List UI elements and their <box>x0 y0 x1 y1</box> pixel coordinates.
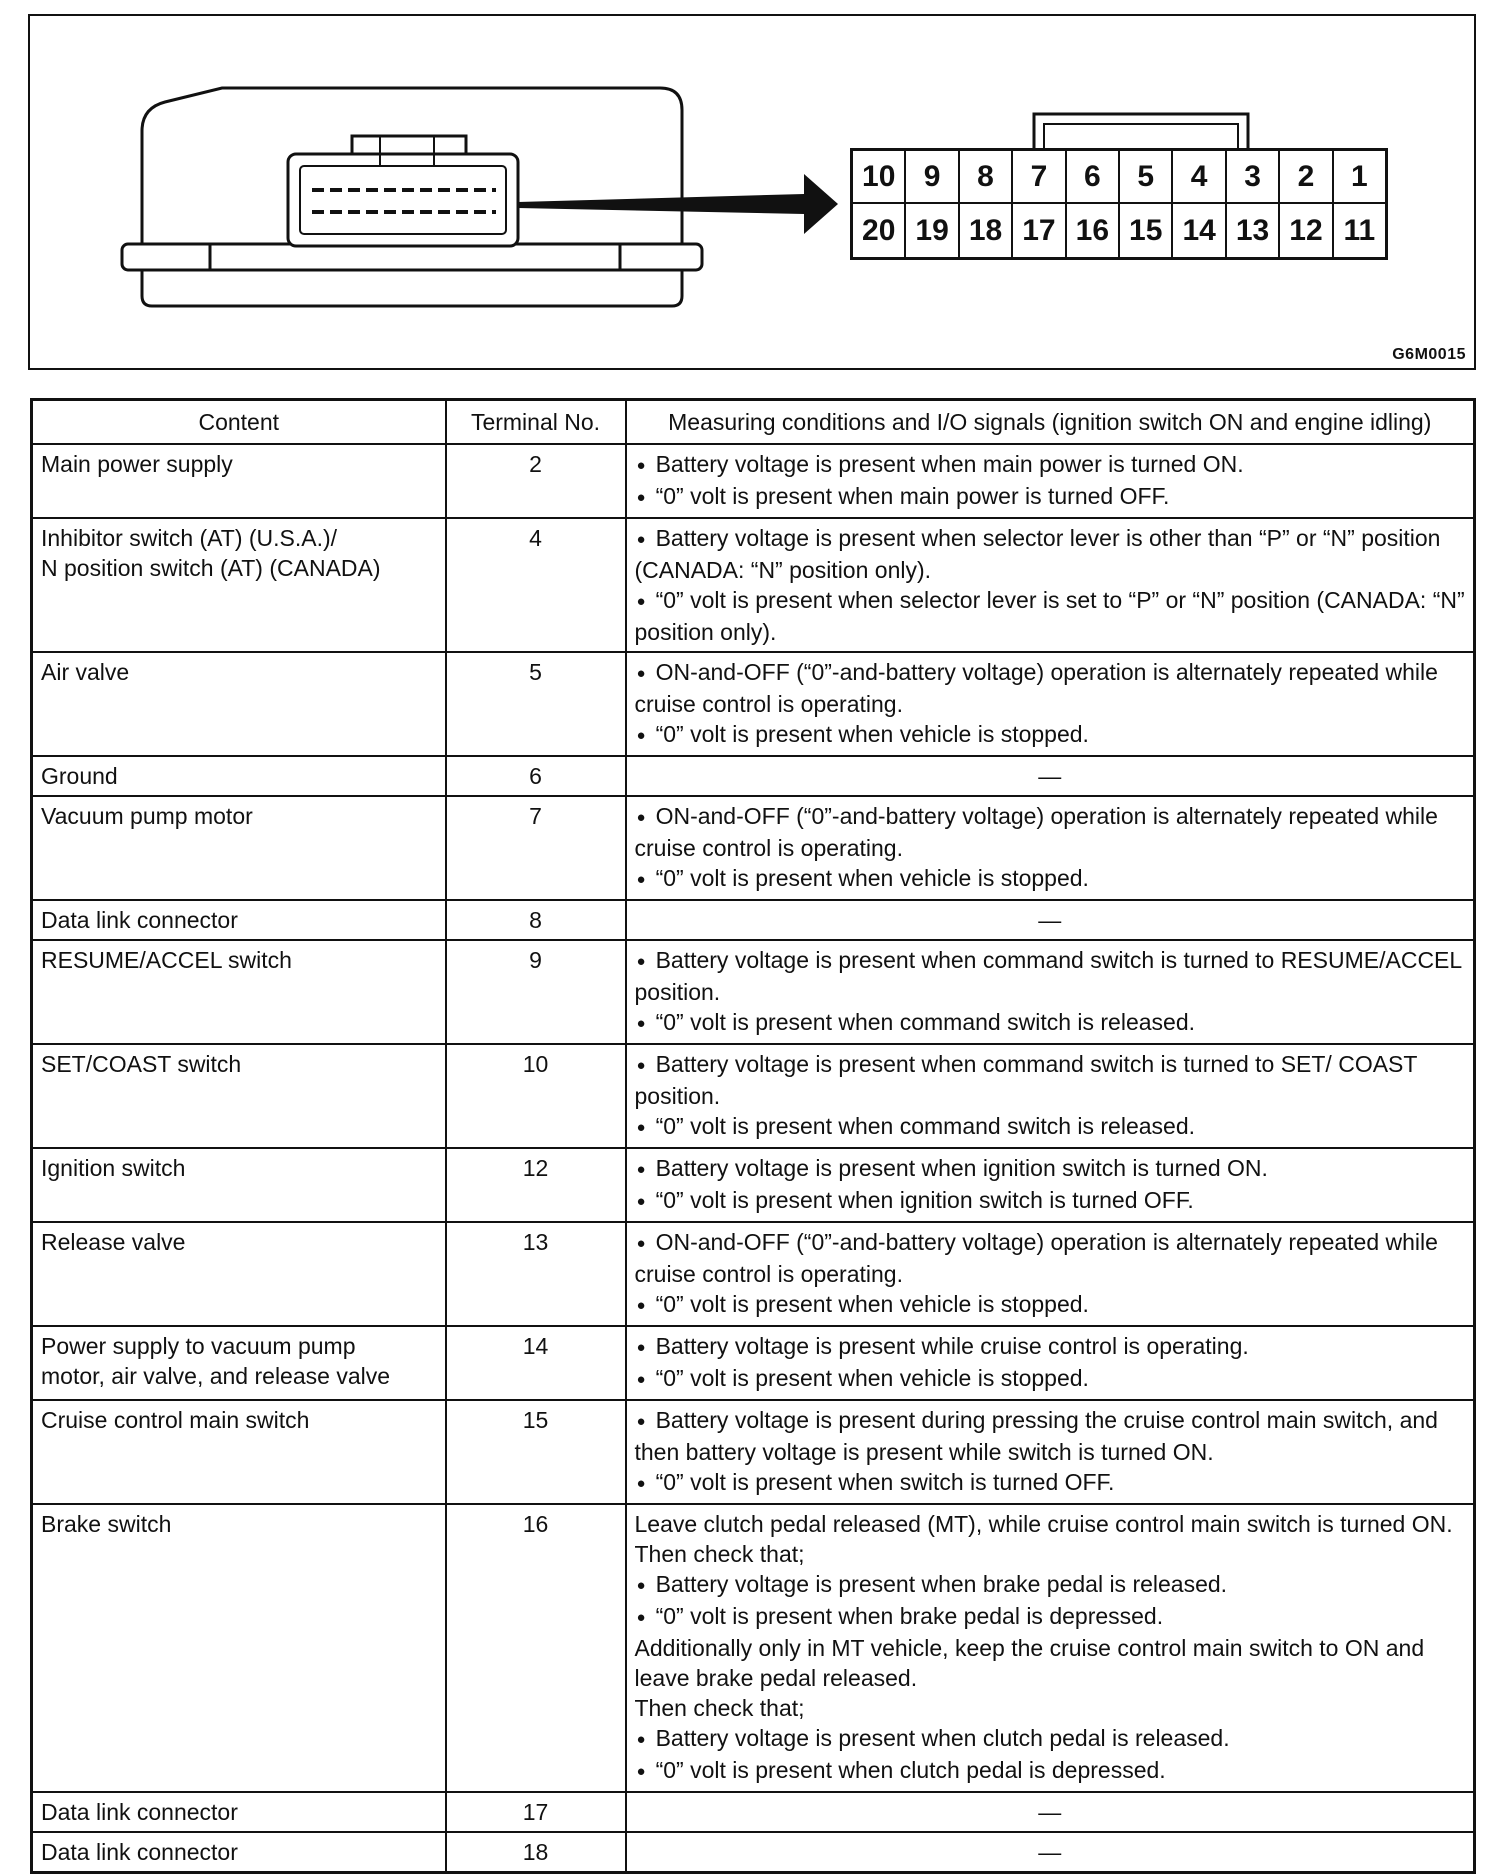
condition-bullet: ● “0” volt is present when vehicle is stopped. <box>635 1289 1466 1321</box>
pin-row-bottom <box>853 204 1385 257</box>
content-text: RESUME/ACCEL switch <box>41 947 292 973</box>
content-text: Release valve <box>41 1229 186 1255</box>
condition-bullet: ● “0” volt is present when ignition switch is turned OFF. <box>635 1185 1466 1217</box>
content-text: Ignition switch <box>41 1155 186 1181</box>
cell-terminal: 17 <box>446 1792 626 1832</box>
cell-conditions <box>626 1044 1475 1148</box>
connector-figure <box>28 14 1476 370</box>
pin-label: 16 <box>1067 204 1120 257</box>
condition-bullet: ● “0” volt is present when selector lever is set to “P” or “N” position (CANADA: “N” position only). <box>635 585 1466 647</box>
condition-bullet: ● Battery voltage is present when selector lever is other than “P” or “N” position (CANADA: “N” position only). <box>635 523 1466 585</box>
condition-text: Then check that; <box>634 1695 805 1721</box>
condition-text: Then check that; <box>634 1541 805 1567</box>
pin-label: 15 <box>1120 204 1173 257</box>
pin-label: 10 <box>853 151 906 204</box>
cell-content <box>32 1148 446 1222</box>
module-base <box>142 270 682 306</box>
pin-label: 9 <box>906 151 959 204</box>
cell-conditions <box>626 1400 1475 1504</box>
table-row <box>32 940 1475 1044</box>
cell-terminal: 16 <box>446 1504 626 1792</box>
condition-bullet: ● “0” volt is present when clutch pedal is depressed. <box>635 1755 1466 1787</box>
cell-conditions: — <box>626 756 1475 796</box>
pin-label: 3 <box>1227 151 1280 204</box>
content-text: Main power supply <box>41 451 233 477</box>
cell-terminal: 15 <box>446 1400 626 1504</box>
header-content: Content <box>32 400 446 445</box>
pin-label: 1 <box>1334 151 1385 204</box>
cell-terminal: 10 <box>446 1044 626 1148</box>
cell-conditions <box>626 1504 1475 1792</box>
cell-conditions: — <box>626 1832 1475 1873</box>
condition-bullet: ● ON-and-OFF (“0”-and-battery voltage) operation is alternately repeated while cruise control is operating. <box>635 657 1466 719</box>
cell-content <box>32 518 446 652</box>
cell-conditions <box>626 444 1475 518</box>
condition-bullet: ● Battery voltage is present when command switch is turned to RESUME/ACCEL position. <box>635 945 1466 1007</box>
pin-label: 4 <box>1173 151 1226 204</box>
pin-label: 6 <box>1067 151 1120 204</box>
pin-label: 5 <box>1120 151 1173 204</box>
header-conditions: Measuring conditions and I/O signals (ignition switch ON and engine idling) <box>626 400 1475 445</box>
cell-terminal: 5 <box>446 652 626 756</box>
content-text: Cruise control main switch <box>41 1407 310 1433</box>
cell-terminal: 4 <box>446 518 626 652</box>
header-terminal: Terminal No. <box>446 400 626 445</box>
condition-bullet: ● ON-and-OFF (“0”-and-battery voltage) operation is alternately repeated while cruise control is operating. <box>635 801 1466 863</box>
condition-bullet: ● ON-and-OFF (“0”-and-battery voltage) operation is alternately repeated while cruise control is operating. <box>635 1227 1466 1289</box>
condition-bullet: ● Battery voltage is present when command switch is turned to SET/ COAST position. <box>635 1049 1466 1111</box>
condition-bullet: ● Battery voltage is present when ignition switch is turned ON. <box>635 1153 1466 1185</box>
content-text: Data link connector <box>41 907 238 933</box>
condition-bullet: ● Battery voltage is present when main power is turned ON. <box>635 449 1466 481</box>
cell-content <box>32 940 446 1044</box>
cell-content <box>32 1832 446 1873</box>
condition-bullet: ● “0” volt is present when main power is turned OFF. <box>635 481 1466 513</box>
table-row <box>32 652 1475 756</box>
pointer-arrow <box>518 174 838 234</box>
condition-bullet: ● “0” volt is present when vehicle is stopped. <box>635 719 1466 751</box>
cell-content <box>32 796 446 900</box>
condition-text: Leave clutch pedal released (MT), while cruise control main switch is turned ON. <box>634 1511 1453 1537</box>
content-text: Data link connector <box>41 1839 238 1865</box>
table-row <box>32 756 1475 796</box>
condition-text: Additionally only in MT vehicle, keep the cruise control main switch to ON and leave brake pedal released. <box>634 1635 1425 1691</box>
cell-conditions <box>626 1326 1475 1400</box>
cell-content <box>32 1400 446 1504</box>
figure-code: G6M0015 <box>1392 346 1466 363</box>
content-text: SET/COAST switch <box>41 1051 242 1077</box>
table-row <box>32 444 1475 518</box>
condition-bullet: ● Battery voltage is present while cruise control is operating. <box>635 1331 1466 1363</box>
table-row <box>32 1326 1475 1400</box>
condition-bullet: ● Battery voltage is present when clutch pedal is released. <box>635 1723 1466 1755</box>
connector-tab <box>1034 114 1248 148</box>
cell-content <box>32 444 446 518</box>
table-row <box>32 1400 1475 1504</box>
pin-label: 14 <box>1173 204 1226 257</box>
table-row <box>32 1044 1475 1148</box>
cell-conditions <box>626 940 1475 1044</box>
cell-terminal: 18 <box>446 1832 626 1873</box>
cell-terminal: 8 <box>446 900 626 940</box>
cell-conditions <box>626 1222 1475 1326</box>
table-row <box>32 900 1475 940</box>
content-text: Ground <box>41 763 118 789</box>
cell-terminal: 6 <box>446 756 626 796</box>
pin-row-top <box>853 151 1385 204</box>
pin-label: 18 <box>960 204 1013 257</box>
content-text: Brake switch <box>41 1511 172 1537</box>
pin-label: 17 <box>1013 204 1066 257</box>
content-text: Data link connector <box>41 1799 238 1825</box>
condition-bullet: ● Battery voltage is present during pressing the cruise control main switch, and then battery voltage is present while switch is turned ON. <box>635 1405 1466 1467</box>
table-body <box>32 444 1475 1873</box>
condition-bullet: ● “0” volt is present when brake pedal is depressed. <box>635 1601 1466 1633</box>
cell-conditions <box>626 518 1475 652</box>
condition-bullet: ● “0” volt is present when vehicle is stopped. <box>635 863 1466 895</box>
table-row <box>32 1148 1475 1222</box>
pin-label: 13 <box>1227 204 1280 257</box>
terminal-table <box>30 398 1476 1874</box>
pin-label: 12 <box>1280 204 1333 257</box>
cell-content <box>32 1222 446 1326</box>
content-text: motor, air valve, and release valve <box>41 1363 391 1389</box>
table-row <box>32 796 1475 900</box>
pin-label: 11 <box>1343 213 1376 247</box>
content-text: Air valve <box>41 659 130 685</box>
content-text: Power supply to vacuum pump <box>41 1333 356 1359</box>
cell-content <box>32 1044 446 1148</box>
pin-label: 7 <box>1013 151 1066 204</box>
connector-pin-grid <box>850 148 1388 260</box>
pin-label: 8 <box>960 151 1013 204</box>
cell-terminal: 7 <box>446 796 626 900</box>
cell-conditions <box>626 796 1475 900</box>
pin-label: 19 <box>906 204 959 257</box>
table-header-row <box>32 400 1475 445</box>
condition-bullet: ● “0” volt is present when vehicle is stopped. <box>635 1363 1466 1395</box>
cell-conditions <box>626 652 1475 756</box>
pin-label: 20 <box>853 204 906 257</box>
table-row <box>32 1792 1475 1832</box>
cell-content <box>32 1504 446 1792</box>
cell-conditions: — <box>626 900 1475 940</box>
terminal-table-container <box>30 398 1476 1874</box>
condition-bullet: ● “0” volt is present when command switch is released. <box>635 1007 1466 1039</box>
table-row <box>32 1832 1475 1873</box>
cell-content <box>32 756 446 796</box>
cell-conditions <box>626 1148 1475 1222</box>
cell-terminal: 12 <box>446 1148 626 1222</box>
table-row <box>32 1504 1475 1792</box>
pin-label: 2 <box>1280 151 1333 204</box>
cell-content <box>32 900 446 940</box>
condition-bullet: ● “0” volt is present when command switch is released. <box>635 1111 1466 1143</box>
table-row <box>32 518 1475 652</box>
cell-terminal: 9 <box>446 940 626 1044</box>
content-text: N position switch (AT) (CANADA) <box>41 555 381 581</box>
condition-bullet: ● Battery voltage is present when brake pedal is released. <box>635 1569 1466 1601</box>
content-text: Vacuum pump motor <box>41 803 253 829</box>
module-connector <box>288 154 518 246</box>
cell-content <box>32 1792 446 1832</box>
cell-terminal: 2 <box>446 444 626 518</box>
table-row <box>32 1222 1475 1326</box>
cell-content <box>32 1326 446 1400</box>
condition-bullet: ● “0” volt is present when switch is turned OFF. <box>635 1467 1466 1499</box>
content-text: Inhibitor switch (AT) (U.S.A.)/ <box>41 525 338 551</box>
cell-conditions: — <box>626 1792 1475 1832</box>
cell-terminal: 13 <box>446 1222 626 1326</box>
cell-terminal: 14 <box>446 1326 626 1400</box>
cell-content <box>32 652 446 756</box>
